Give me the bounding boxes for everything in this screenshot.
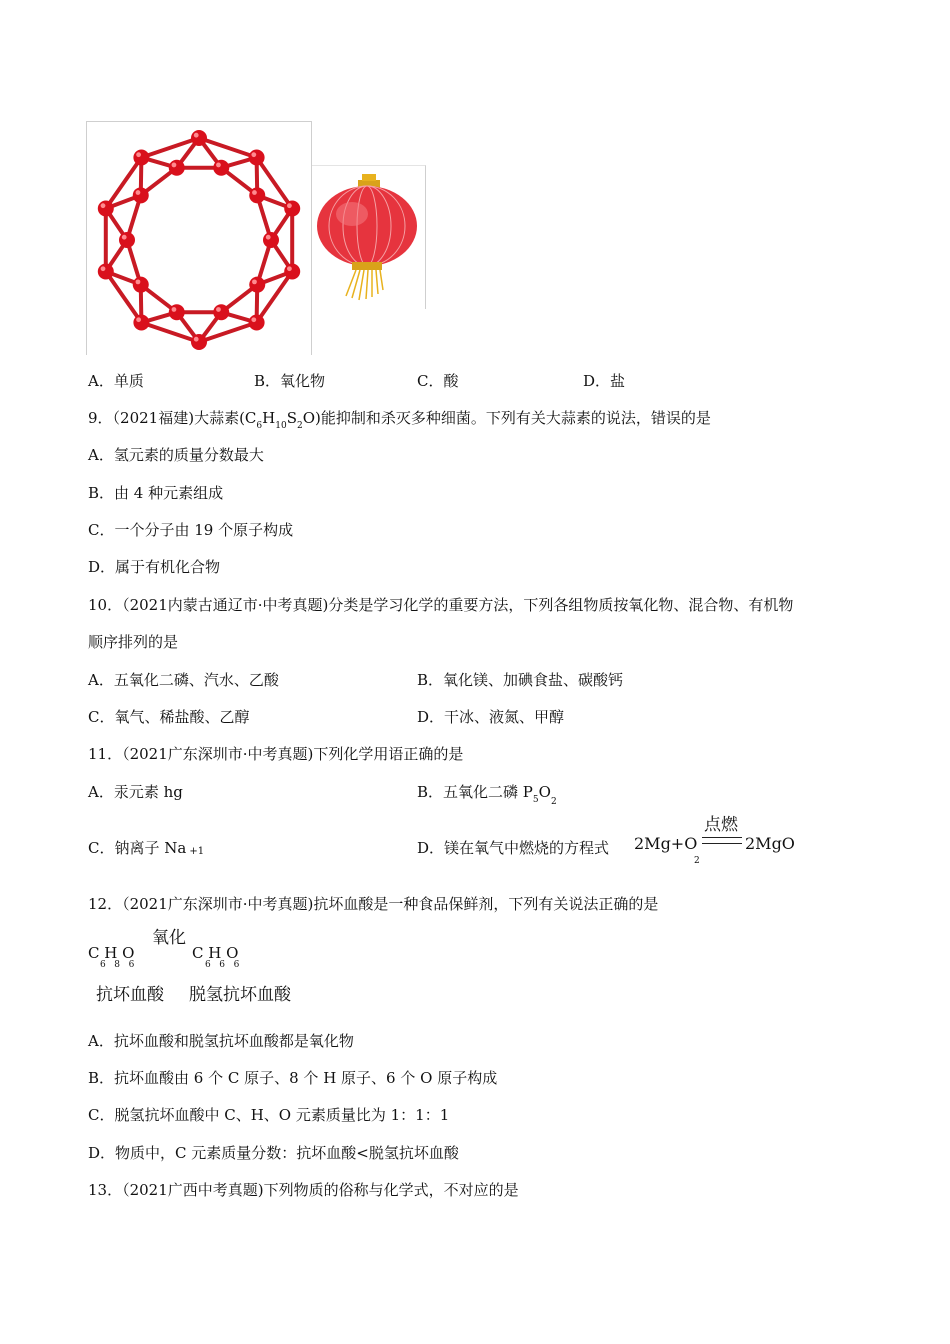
q9-stem xyxy=(88,408,711,431)
atom xyxy=(263,232,279,248)
q11-b-pre: B．五氧化二磷 P xyxy=(417,783,533,801)
q11-d-left: 2Mg+O xyxy=(634,834,698,853)
atom-highlight xyxy=(287,203,292,208)
atom xyxy=(133,277,149,293)
q12-arrow-label: 氧化 xyxy=(152,928,186,948)
atom-highlight xyxy=(252,190,257,195)
atom-highlight xyxy=(252,279,257,284)
q9-option-a: A．氢元素的质量分数最大 xyxy=(88,446,264,464)
atom-highlight xyxy=(136,152,141,157)
q10-option-b: B．氧化镁、加碘食盐、碳酸钙 xyxy=(417,671,624,689)
q11-d-equals xyxy=(702,837,742,844)
q12-right-name: 脱氢抗坏血酸 xyxy=(189,985,291,1005)
q12-option-c: C．脱氢抗坏血酸中 C、H、O 元素质量比为 1：1：1 xyxy=(88,1106,450,1124)
atom-highlight xyxy=(172,163,177,168)
q8-option-a: A．单质 xyxy=(88,372,144,390)
q8-option-c: C．酸 xyxy=(417,372,459,390)
atom-highlight xyxy=(266,235,271,240)
q11-b-o: O xyxy=(538,783,551,801)
q9-stem-pre: 9．（2021福建)大蒜素(C xyxy=(88,409,257,427)
q10-stem-line1: 10．（2021内蒙古通辽市·中考真题)分类是学习化学的重要方法，下列各组物质按氧化物、混合物、有机物 xyxy=(88,596,794,614)
q9-h: H xyxy=(262,409,276,427)
atom-highlight xyxy=(122,235,127,240)
q11-option-a: A．汞元素 hg xyxy=(88,783,183,801)
atom xyxy=(249,187,265,203)
q12-option-a: A．抗坏血酸和脱氢抗坏血酸都是氧化物 xyxy=(88,1032,354,1050)
q10-option-a: A．五氧化二磷、汽水、乙酸 xyxy=(88,671,279,689)
q12-option-b: B．抗坏血酸由 6 个 C 原子、8 个 H 原子、6 个 O 原子构成 xyxy=(88,1069,498,1087)
atom-highlight xyxy=(194,133,199,138)
q8-option-b: B．氧化物 xyxy=(254,372,326,390)
atom xyxy=(191,130,207,146)
atom xyxy=(249,315,265,331)
q12-option-d: D．物质中，C 元素质量分数：抗坏血酸<脱氢抗坏血酸 xyxy=(88,1144,459,1162)
atom-highlight xyxy=(287,266,292,271)
q11-option-d-text: D．镁在氧气中燃烧的方程式 xyxy=(417,839,610,857)
atom xyxy=(191,334,207,350)
atom xyxy=(284,264,300,280)
q12-right-formula: C H O xyxy=(192,944,239,962)
q11-c-pre: C．钠离子 Na xyxy=(88,839,187,857)
atom-highlight xyxy=(251,317,256,322)
atom xyxy=(284,200,300,216)
atom xyxy=(249,277,265,293)
q10-stem-line2: 顺序排列的是 xyxy=(88,633,179,651)
q9-option-d: D．属于有机化合物 xyxy=(88,558,221,576)
atom xyxy=(169,160,185,176)
q8-option-d: D．盐 xyxy=(583,372,626,390)
atom xyxy=(133,315,149,331)
atom-highlight xyxy=(136,317,141,322)
c60-molecule-image xyxy=(86,121,312,355)
q9-sub-c: 6 xyxy=(256,421,263,431)
atom-highlight xyxy=(216,307,221,312)
atom xyxy=(169,304,185,320)
atom xyxy=(119,232,135,248)
q13-stem: 13．（2021广西中考真题)下列物质的俗称与化学式，不对应的是 xyxy=(88,1181,519,1199)
atom xyxy=(249,149,265,165)
q11-d-right: 2MgO xyxy=(745,834,795,853)
q9-s: S xyxy=(286,409,297,427)
q11-stem: 11．（2021广东深圳市·中考真题)下列化学用语正确的是 xyxy=(88,745,464,763)
atom xyxy=(98,264,114,280)
q11-d-sub: 2 xyxy=(694,856,700,866)
atom-highlight xyxy=(136,279,141,284)
q12-right-subs: 6 6 6 xyxy=(205,960,240,970)
q11-d-condition: 点燃 xyxy=(704,815,738,835)
atom-highlight xyxy=(251,152,256,157)
q10-option-c: C．氧气、稀盐酸、乙醇 xyxy=(88,708,250,726)
lantern-image xyxy=(312,165,426,309)
atom-highlight xyxy=(101,203,106,208)
q11-option-b xyxy=(417,782,557,805)
q11-option-c xyxy=(88,838,204,861)
q9-stem-post: O)能抑制和杀灭多种细菌。下列有关大蒜素的说法，错误的是 xyxy=(302,409,711,427)
q12-left-subs: 6 8 6 xyxy=(100,960,135,970)
q10-option-d: D．干冰、液氮、甲醇 xyxy=(417,708,565,726)
q12-stem: 12．（2021广东深圳市·中考真题)抗坏血酸是一种食品保鲜剂，下列有关说法正确的是 xyxy=(88,895,659,913)
atom xyxy=(213,304,229,320)
atom-highlight xyxy=(136,190,141,195)
q11-b-sub1: 5 xyxy=(532,795,539,805)
q9-option-c: C．一个分子由 19 个原子构成 xyxy=(88,521,294,539)
q9-option-b: B．由 4 种元素组成 xyxy=(88,484,224,502)
q12-left-name: 抗坏血酸 xyxy=(96,985,164,1005)
atom-highlight xyxy=(172,307,177,312)
q12-left-formula: C H O xyxy=(88,944,135,962)
atom-highlight xyxy=(101,266,106,271)
atom-highlight xyxy=(194,337,199,342)
q9-sub-h: 10 xyxy=(275,421,287,431)
atom xyxy=(133,149,149,165)
atom xyxy=(98,200,114,216)
q11-c-sup: +1 xyxy=(189,846,205,857)
atom-highlight xyxy=(216,163,221,168)
atom xyxy=(133,187,149,203)
q9-sub-s: 2 xyxy=(296,421,303,431)
q11-b-sub2: 2 xyxy=(550,797,557,807)
atom xyxy=(213,160,229,176)
